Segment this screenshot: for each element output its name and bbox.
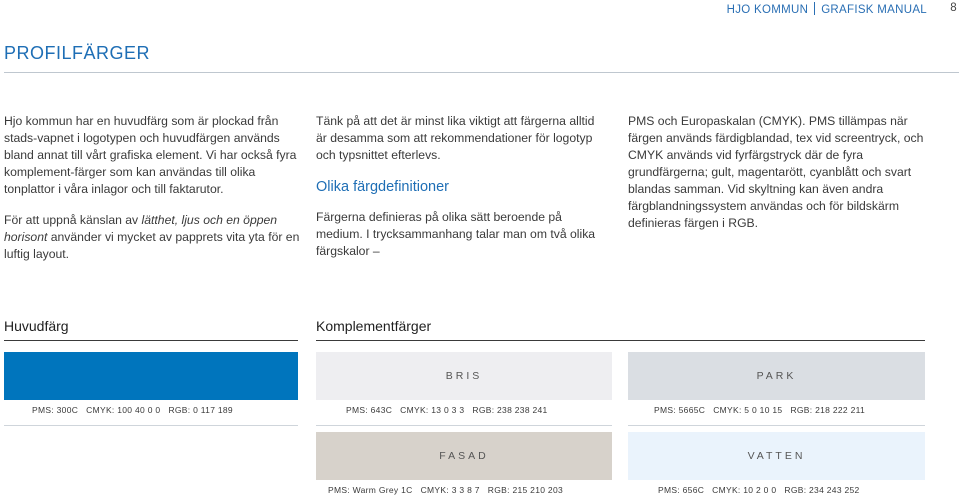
- spec-pms: PMS: 300C: [32, 405, 79, 415]
- col1-paragraph-1: Hjo kommun har en huvudfärg som är plockad från stads-vapnet i logotypen och huvudfärgen används bland annat till vårt grafiska element. Vi har också fyra komplement-färger som kan användas till olika tonplattor i våra inlagor och till faktarutor.: [4, 114, 297, 196]
- spec-park: [654, 405, 873, 415]
- header-divider: [814, 2, 815, 15]
- spec-cmyk: CMYK: 100 40 0 0: [86, 405, 161, 415]
- header-doc: GRAFISK MANUAL: [821, 4, 927, 16]
- spec-main: [32, 405, 241, 415]
- header-org: HJO KOMMUN: [726, 4, 809, 16]
- page-header: [727, 2, 927, 16]
- spec-pms: PMS: 643C: [346, 405, 393, 415]
- swatch-bris: [316, 352, 612, 400]
- col3-paragraph-1: PMS och Europaskalan (CMYK). PMS tillämpas när färgen används färdigblandad, tex vid screentryck, och CMYK används vid fyrfärgstryck där de fyra grundfärgerna; gult, magentarött, cyanblått och svart blandas samman. Vid skyltning kan även andra färgblandningssystem användas och för bildskärm definieras färgen i RGB.: [628, 114, 924, 230]
- swatch-park-label: PARK: [756, 370, 797, 382]
- complement-colors-rule: [316, 340, 925, 341]
- spec-cmyk: CMYK: 10 2 0 0: [712, 485, 777, 495]
- spec-pms: PMS: Warm Grey 1C: [328, 485, 413, 495]
- text-column-2: [316, 113, 606, 269]
- col1-p2-end: använder vi mycket av papprets vita yta för en luftig layout.: [4, 230, 300, 261]
- title-rule: [4, 72, 959, 73]
- col1-paragraph-2: [4, 212, 302, 263]
- spec-pms: PMS: 656C: [658, 485, 705, 495]
- col1-p2-start: För att uppnå känslan av: [4, 213, 142, 227]
- spec-rgb: RGB: 215 210 203: [487, 485, 564, 495]
- spec-cmyk: CMYK: 3 3 8 7: [420, 485, 480, 495]
- spec-fasad: [328, 485, 571, 495]
- col1-p2-italic: lätthet, ljus och en öppen horisont: [4, 213, 278, 244]
- spec-cmyk: CMYK: 5 0 10 15: [713, 405, 783, 415]
- text-column-3: [628, 113, 926, 241]
- spec-cmyk: CMYK: 13 0 3 3: [400, 405, 465, 415]
- spec-pms: PMS: 5665C: [654, 405, 706, 415]
- spec-bris: [346, 405, 556, 415]
- page-number-wrap: [950, 2, 957, 16]
- spec-rgb: RGB: 238 238 241: [472, 405, 548, 415]
- text-column-1: [4, 113, 302, 272]
- spec-divider: [316, 425, 612, 426]
- page-title: PROFILFÄRGER: [4, 43, 151, 63]
- main-color-rule: [4, 340, 298, 341]
- swatch-park: [628, 352, 925, 400]
- col2-paragraph-1: Tänk på att det är minst lika viktigt att färgerna alltid är desamma som att rekommendationer för logotyp och typsnittet efterlevs.: [316, 114, 595, 162]
- spec-rgb: RGB: 218 222 211: [790, 405, 866, 415]
- swatch-main: [4, 352, 298, 400]
- swatch-vatten-label: VATTEN: [747, 450, 806, 462]
- main-color-heading: Huvudfärg: [4, 318, 69, 334]
- swatch-fasad-label: FASAD: [439, 450, 489, 462]
- col2-subheading: Olika färgdefinitioner: [316, 179, 449, 195]
- swatch-vatten: [628, 432, 925, 480]
- spec-rgb: RGB: 0 117 189: [168, 405, 233, 415]
- swatch-bris-label: BRIS: [445, 370, 483, 382]
- swatch-fasad: [316, 432, 612, 480]
- spec-divider: [4, 425, 298, 426]
- spec-divider: [628, 425, 925, 426]
- complement-colors-heading: Komplementfärger: [316, 318, 432, 334]
- spec-rgb: RGB: 234 243 252: [784, 485, 860, 495]
- col2-paragraph-2: Färgerna definieras på olika sätt beroende på medium. I trycksammanhang talar man om två olika färgskalor –: [316, 210, 596, 258]
- spec-vatten: [658, 485, 868, 495]
- page-number: 8: [950, 2, 957, 14]
